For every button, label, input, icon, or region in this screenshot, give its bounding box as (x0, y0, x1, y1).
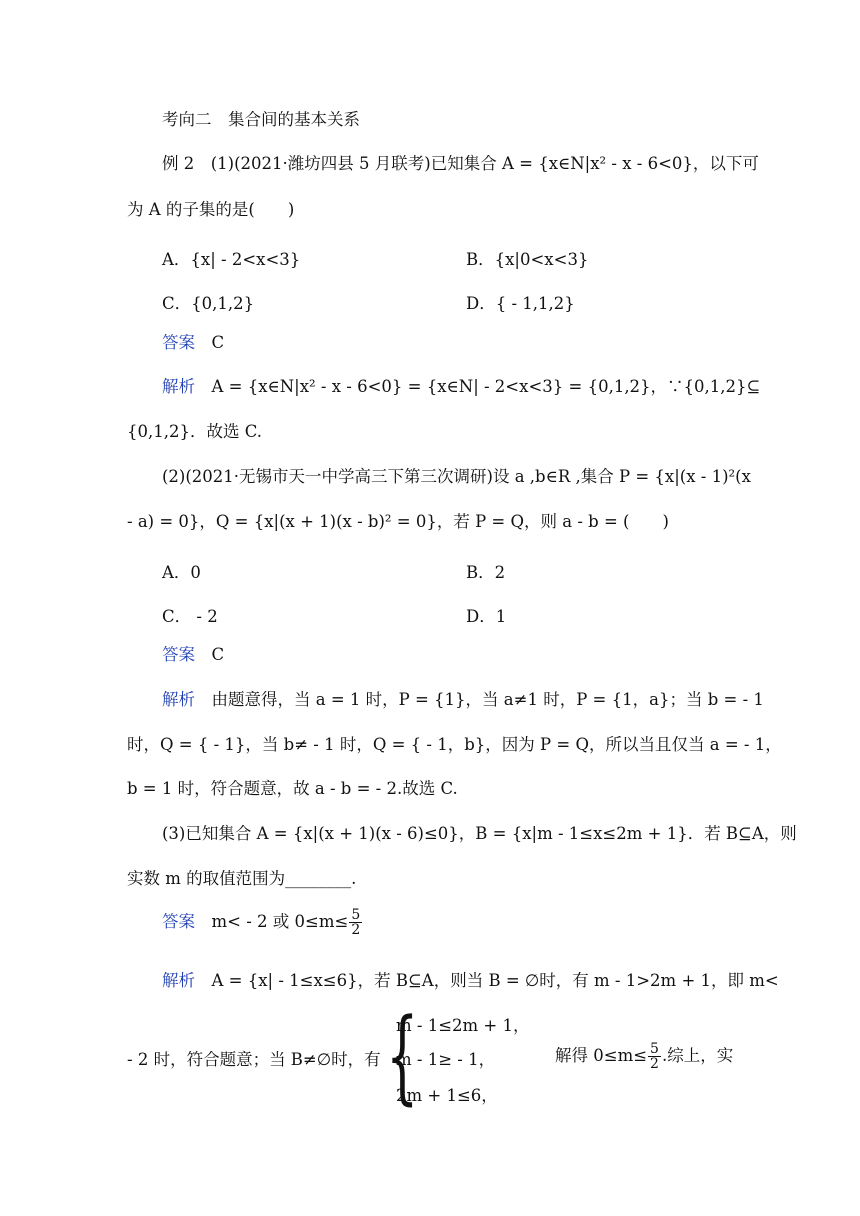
problem-2-line2: - a) = 0}，Q = {x|(x + 1)(x - b)² = 0}，若 P = Q，则 a - b = ( ) (127, 512, 669, 531)
analysis-1-line2: {0,1,2}．故选 C. (127, 422, 263, 441)
answer-label: 答案 (162, 333, 195, 352)
option-b: B．2 (466, 563, 506, 582)
problem-3-line2: 实数 m 的取值范围为________. (127, 869, 357, 888)
option-c: C． - 2 (162, 607, 218, 626)
option-a: A．{x| - 2<x<3} (162, 250, 301, 269)
system-row-1: m - 1≤2m + 1， (396, 1016, 530, 1035)
analysis-3-line2-post (555, 1042, 733, 1071)
analysis-1-line1 (162, 379, 760, 396)
answer-label: 答案 (162, 912, 195, 931)
analysis-text: 解得 0≤m≤ (555, 1046, 648, 1065)
fraction: $\frac{5}{2}$ (351, 907, 361, 938)
problem-1-line2: 为 A 的子集的是( ) (127, 200, 295, 219)
analysis-text: .综上，实 (661, 1046, 734, 1065)
analysis-2-line2: 时，Q = { - 1}，当 b≠ - 1 时，Q = { - 1，b}，因为 P = Q，所以当且仅当 a = - 1， (127, 735, 782, 754)
analysis-2-line3: b = 1 时，符合题意，故 a - b = - 2.故选 C. (127, 779, 458, 798)
analysis-label: 解析 (162, 971, 195, 990)
analysis-3-line2-pre: - 2 时，符合题意；当 B≠∅时，有 (127, 1050, 381, 1069)
example-label: 例 2 (162, 154, 195, 173)
analysis-text: A = {x| - 1≤x≤6}，若 B⊆A，则当 B = ∅时，有 m - 1>2m + 1，即 m< (211, 971, 779, 990)
section-title: 考向二 集合间的基本关系 (162, 110, 360, 129)
problem-3-line1: (3)已知集合 A = {x|(x + 1)(x - 6)≤0}，B = {x|m - 1≤x≤2m + 1}．若 B⊆A，则 (162, 824, 797, 843)
answer-label: 答案 (162, 645, 195, 664)
answer-value: m< - 2 或 0≤m≤ (211, 912, 349, 931)
analysis-text: A = {x∈N|x² - x - 6<0} = {x∈N| - 2<x<3} = {0,1,2}，∵{0,1,2}⊆ (211, 377, 761, 396)
option-d: D．{ - 1,1,2} (466, 294, 575, 313)
option-c: C．{0,1,2} (162, 294, 255, 313)
answer-3 (162, 908, 363, 937)
option-a: A．0 (162, 563, 201, 582)
answer-value: C (211, 333, 225, 352)
fraction: $\frac{5}{2}$ (650, 1041, 659, 1072)
analysis-3-line1 (162, 973, 779, 990)
system-row-2: m - 1≥ - 1， (396, 1050, 496, 1069)
analysis-label: 解析 (162, 377, 195, 396)
problem-1-line1: (1)(2021·潍坊四县 5 月联考)已知集合 A = {x∈N|x² - x - 6<0}，以下可 (210, 154, 759, 173)
option-d: D．1 (466, 607, 507, 626)
analysis-label: 解析 (162, 690, 195, 709)
analysis-2-line1 (162, 692, 764, 709)
option-b: B．{x|0<x<3} (466, 250, 589, 269)
system-row-3: 2m + 1≤6， (396, 1086, 498, 1105)
answer-value: C (211, 645, 225, 664)
analysis-text: 由题意得，当 a = 1 时，P = {1}，当 a≠1 时，P = {1，a}；当 b = - 1 (211, 690, 764, 709)
answer-1 (162, 335, 224, 352)
example-2-line1 (162, 156, 759, 173)
system-brace: { (386, 997, 419, 1116)
answer-2 (162, 647, 224, 664)
problem-2-line1: (2)(2021·无锡市天一中学高三下第三次调研)设 a ,b∈R ,集合 P = {x|(x - 1)²(x (162, 467, 751, 486)
